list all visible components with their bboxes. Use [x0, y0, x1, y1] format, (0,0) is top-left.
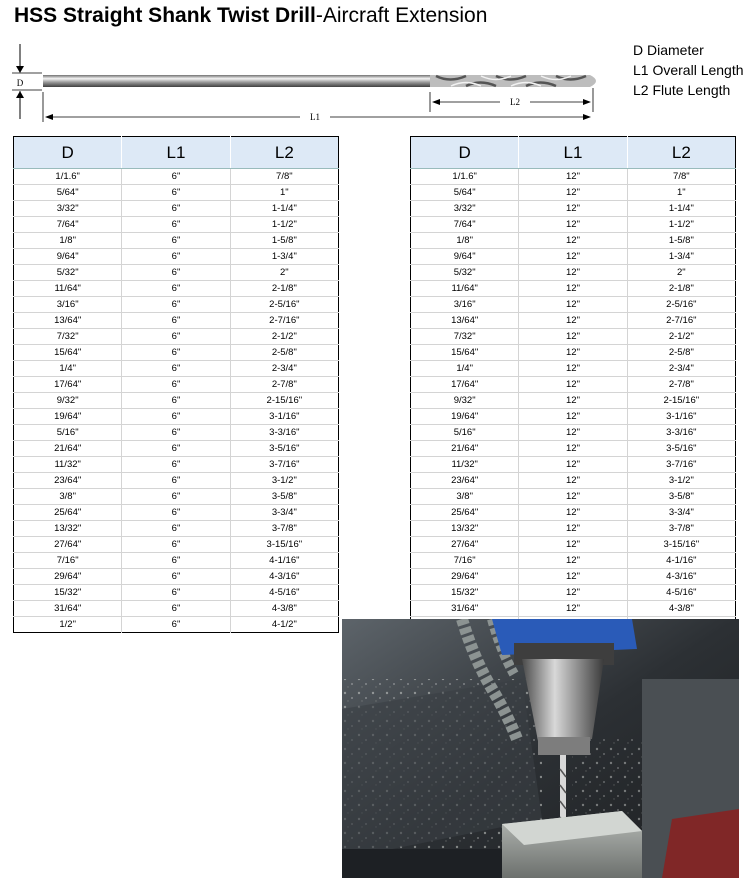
cell-flute-length: 2-3/4" [627, 361, 735, 377]
table-row [14, 537, 339, 553]
title-rest: -Aircraft Extension [315, 4, 488, 27]
table-row [411, 409, 736, 425]
table-row [14, 345, 339, 361]
cell-overall-length: 12" [519, 553, 627, 569]
table-row [14, 617, 339, 633]
table-row [411, 393, 736, 409]
cell-overall-length: 6" [122, 217, 230, 233]
table-row [411, 601, 736, 617]
cell-diameter: 13/32" [14, 521, 122, 537]
cell-flute-length: 1-1/4" [627, 201, 735, 217]
table-row [411, 169, 736, 185]
cell-diameter: 25/64" [14, 505, 122, 521]
cell-diameter: 9/64" [14, 249, 122, 265]
cell-diameter: 5/16" [14, 425, 122, 441]
table-row [14, 249, 339, 265]
cell-flute-length: 3-5/16" [230, 441, 338, 457]
cell-flute-length: 1-1/2" [627, 217, 735, 233]
cell-flute-length: 2-5/16" [230, 297, 338, 313]
cell-diameter: 7/64" [14, 217, 122, 233]
cell-diameter: 9/64" [411, 249, 519, 265]
cell-overall-length: 6" [122, 361, 230, 377]
legend-flute-length: L2 Flute Length [633, 82, 731, 98]
cell-overall-length: 12" [519, 185, 627, 201]
cell-flute-length: 3-7/8" [230, 521, 338, 537]
cell-overall-length: 12" [519, 313, 627, 329]
cell-diameter: 11/32" [14, 457, 122, 473]
cell-overall-length: 6" [122, 489, 230, 505]
d-label: D [16, 78, 24, 88]
cell-diameter: 3/16" [411, 297, 519, 313]
cell-flute-length: 7/8" [627, 169, 735, 185]
cell-diameter: 11/64" [14, 281, 122, 297]
table-row [411, 489, 736, 505]
cell-flute-length: 2-15/16" [627, 393, 735, 409]
drilling-machine-photo [342, 619, 739, 878]
cell-diameter: 29/64" [14, 569, 122, 585]
table-header-row [411, 137, 736, 169]
table-row [14, 265, 339, 281]
cell-flute-length: 3-7/16" [627, 457, 735, 473]
cell-diameter: 3/8" [411, 489, 519, 505]
table-row [411, 521, 736, 537]
cell-flute-length: 3-7/8" [627, 521, 735, 537]
table-row [411, 377, 736, 393]
table-row [14, 313, 339, 329]
cell-diameter: 1/2" [14, 617, 122, 633]
table-row [14, 553, 339, 569]
spec-table-12in [410, 136, 736, 633]
cell-overall-length: 6" [122, 441, 230, 457]
cell-flute-length: 3-5/16" [627, 441, 735, 457]
dimension-legend [633, 40, 744, 100]
table-header-row [14, 137, 339, 169]
cell-flute-length: 1-5/8" [230, 233, 338, 249]
cell-overall-length: 6" [122, 185, 230, 201]
cell-overall-length: 6" [122, 585, 230, 601]
cell-flute-length: 3-1/16" [627, 409, 735, 425]
table-row [14, 329, 339, 345]
table-row [14, 393, 339, 409]
cell-overall-length: 12" [519, 169, 627, 185]
table-row [14, 169, 339, 185]
cell-overall-length: 12" [519, 569, 627, 585]
legend-overall-length: L1 Overall Length [633, 62, 744, 78]
table-row [411, 201, 736, 217]
cell-diameter: 9/32" [14, 393, 122, 409]
cell-flute-length: 2-1/8" [230, 281, 338, 297]
cell-diameter: 27/64" [411, 537, 519, 553]
cell-diameter: 3/8" [14, 489, 122, 505]
cell-diameter: 23/64" [14, 473, 122, 489]
table-row [411, 361, 736, 377]
cell-diameter: 29/64" [411, 569, 519, 585]
cell-diameter: 19/64" [14, 409, 122, 425]
cell-flute-length: 1-1/2" [230, 217, 338, 233]
table-row [14, 201, 339, 217]
cell-overall-length: 12" [519, 297, 627, 313]
cell-overall-length: 12" [519, 425, 627, 441]
cell-flute-length: 7/8" [230, 169, 338, 185]
table-row [14, 441, 339, 457]
cell-flute-length: 2-1/8" [627, 281, 735, 297]
cell-diameter: 5/16" [411, 425, 519, 441]
cell-flute-length: 3-3/4" [627, 505, 735, 521]
cell-diameter: 15/32" [411, 585, 519, 601]
cell-overall-length: 12" [519, 489, 627, 505]
cell-flute-length: 3-15/16" [230, 537, 338, 553]
cell-diameter: 27/64" [14, 537, 122, 553]
cell-overall-length: 6" [122, 617, 230, 633]
l1-label: L1 [310, 112, 320, 122]
table-row [411, 537, 736, 553]
cell-flute-length: 3-7/16" [230, 457, 338, 473]
header-diameter: D [14, 137, 122, 169]
cell-diameter: 1/8" [411, 233, 519, 249]
table-row [14, 505, 339, 521]
table-row [14, 585, 339, 601]
cell-diameter: 31/64" [14, 601, 122, 617]
cell-flute-length: 3-3/4" [230, 505, 338, 521]
cell-overall-length: 12" [519, 201, 627, 217]
cell-diameter: 3/32" [411, 201, 519, 217]
cell-diameter: 21/64" [411, 441, 519, 457]
cell-flute-length: 2-3/4" [230, 361, 338, 377]
table-row [411, 313, 736, 329]
cell-overall-length: 6" [122, 377, 230, 393]
cell-overall-length: 6" [122, 265, 230, 281]
cell-overall-length: 12" [519, 393, 627, 409]
cell-flute-length: 3-1/2" [230, 473, 338, 489]
cell-overall-length: 12" [519, 329, 627, 345]
cell-overall-length: 12" [519, 233, 627, 249]
cell-overall-length: 6" [122, 345, 230, 361]
cell-flute-length: 2-1/2" [230, 329, 338, 345]
page-title [14, 4, 487, 28]
cell-overall-length: 6" [122, 505, 230, 521]
cell-overall-length: 12" [519, 361, 627, 377]
cell-diameter: 7/16" [14, 553, 122, 569]
cell-diameter: 21/64" [14, 441, 122, 457]
cell-flute-length: 2-7/8" [230, 377, 338, 393]
cell-diameter: 1/1.6" [452, 171, 477, 182]
header-diameter: D [411, 137, 519, 169]
table-row [411, 553, 736, 569]
cell-diameter: 25/64" [411, 505, 519, 521]
cell-overall-length: 12" [519, 409, 627, 425]
table-row [411, 569, 736, 585]
table-row [411, 473, 736, 489]
cell-overall-length: 12" [519, 521, 627, 537]
header-overall-length: L1 [519, 137, 627, 169]
table-row [14, 457, 339, 473]
cell-flute-length: 2-5/8" [627, 345, 735, 361]
cell-overall-length: 6" [122, 297, 230, 313]
table-row [411, 441, 736, 457]
table-row [14, 297, 339, 313]
cell-overall-length: 12" [519, 537, 627, 553]
cell-flute-length: 1-3/4" [627, 249, 735, 265]
drill-bit-icon [43, 75, 596, 87]
cell-diameter: 1/4" [14, 361, 122, 377]
table-row [411, 329, 736, 345]
cell-flute-length: 4-5/16" [230, 585, 338, 601]
cell-overall-length: 6" [122, 313, 230, 329]
cell-flute-length: 3-3/16" [230, 425, 338, 441]
cell-diameter: 17/64" [14, 377, 122, 393]
cell-diameter: 15/32" [14, 585, 122, 601]
cell-overall-length: 6" [122, 457, 230, 473]
cell-overall-length: 12" [519, 457, 627, 473]
table-row [411, 425, 736, 441]
cell-overall-length: 6" [122, 553, 230, 569]
table-row [14, 281, 339, 297]
cell-flute-length: 4-1/16" [627, 553, 735, 569]
cell-diameter: 1/1.6" [55, 171, 80, 182]
cell-flute-length: 4-5/16" [627, 585, 735, 601]
cell-overall-length: 12" [519, 345, 627, 361]
cell-flute-length: 4-3/8" [627, 601, 735, 617]
cell-flute-length: 2-1/2" [627, 329, 735, 345]
cell-overall-length: 6" [122, 329, 230, 345]
cell-flute-length: 3-5/8" [627, 489, 735, 505]
table-row [14, 185, 339, 201]
header-flute-length: L2 [230, 137, 338, 169]
cell-flute-length: 4-1/16" [230, 553, 338, 569]
table-row [411, 217, 736, 233]
table-row [14, 489, 339, 505]
cell-overall-length: 6" [122, 425, 230, 441]
cell-diameter: 11/64" [411, 281, 519, 297]
cell-flute-length: 3-5/8" [230, 489, 338, 505]
cell-overall-length: 6" [122, 169, 230, 185]
cell-diameter: 7/32" [411, 329, 519, 345]
table-row [411, 281, 736, 297]
cell-overall-length: 6" [122, 233, 230, 249]
cell-diameter: 5/64" [411, 185, 519, 201]
cell-flute-length: 2-7/16" [627, 313, 735, 329]
cell-diameter: 31/64" [411, 601, 519, 617]
cell-overall-length: 6" [122, 569, 230, 585]
drill-bit-diagram [0, 36, 620, 126]
cell-overall-length: 6" [122, 201, 230, 217]
cell-overall-length: 12" [519, 249, 627, 265]
cell-overall-length: 12" [519, 441, 627, 457]
table-row [14, 601, 339, 617]
cell-flute-length: 2-5/8" [230, 345, 338, 361]
cell-diameter: 11/32" [411, 457, 519, 473]
table-row [411, 297, 736, 313]
spec-table-6in [13, 136, 339, 633]
cell-diameter: 15/64" [14, 345, 122, 361]
cell-diameter: 17/64" [411, 377, 519, 393]
cell-overall-length: 12" [519, 265, 627, 281]
table-row [14, 521, 339, 537]
cell-diameter: 5/32" [14, 265, 122, 281]
cell-flute-length: 2-7/8" [627, 377, 735, 393]
cell-overall-length: 6" [122, 521, 230, 537]
photo-icon [342, 619, 739, 878]
table-row [14, 409, 339, 425]
table-row [14, 569, 339, 585]
cell-flute-length: 4-3/16" [230, 569, 338, 585]
cell-flute-length: 3-15/16" [627, 537, 735, 553]
cell-flute-length: 1-1/4" [230, 201, 338, 217]
cell-overall-length: 12" [519, 505, 627, 521]
cell-overall-length: 12" [519, 217, 627, 233]
cell-diameter: 7/16" [411, 553, 519, 569]
l2-label: L2 [510, 97, 520, 107]
cell-flute-length: 3-3/16" [627, 425, 735, 441]
cell-flute-length: 2-15/16" [230, 393, 338, 409]
table-row [411, 249, 736, 265]
cell-flute-length: 3-1/16" [230, 409, 338, 425]
cell-diameter: 19/64" [411, 409, 519, 425]
table-row [14, 217, 339, 233]
table-row [411, 185, 736, 201]
cell-flute-length: 3-1/2" [627, 473, 735, 489]
cell-diameter: 9/32" [411, 393, 519, 409]
cell-overall-length: 12" [519, 281, 627, 297]
header-flute-length: L2 [627, 137, 735, 169]
cell-flute-length: 4-1/2" [230, 617, 338, 633]
cell-overall-length: 6" [122, 249, 230, 265]
header-overall-length: L1 [122, 137, 230, 169]
cell-diameter: 3/32" [14, 201, 122, 217]
cell-diameter: 5/32" [411, 265, 519, 281]
cell-diameter: 13/64" [411, 313, 519, 329]
table-row [411, 505, 736, 521]
title-bold: HSS Straight Shank Twist Drill [14, 4, 316, 27]
cell-diameter: 15/64" [411, 345, 519, 361]
cell-diameter: 3/16" [14, 297, 122, 313]
table-row [14, 377, 339, 393]
table-row [411, 585, 736, 601]
cell-overall-length: 6" [122, 281, 230, 297]
table-row [411, 457, 736, 473]
cell-diameter: 5/64" [14, 185, 122, 201]
cell-overall-length: 6" [122, 537, 230, 553]
cell-overall-length: 12" [519, 377, 627, 393]
cell-overall-length: 12" [519, 473, 627, 489]
table-row [411, 345, 736, 361]
cell-diameter: 1/4" [411, 361, 519, 377]
cell-diameter: 23/64" [411, 473, 519, 489]
table-row [14, 473, 339, 489]
table-row [411, 233, 736, 249]
table-row [14, 425, 339, 441]
cell-flute-length: 2" [230, 265, 338, 281]
cell-diameter: 7/64" [411, 217, 519, 233]
cell-flute-length: 4-3/16" [627, 569, 735, 585]
cell-diameter: 7/32" [14, 329, 122, 345]
cell-diameter: 13/32" [411, 521, 519, 537]
cell-overall-length: 6" [122, 601, 230, 617]
cell-overall-length: 6" [122, 409, 230, 425]
table-row [411, 265, 736, 281]
table-row [14, 233, 339, 249]
cell-flute-length: 1" [230, 185, 338, 201]
cell-diameter: 13/64" [14, 313, 122, 329]
cell-overall-length: 12" [519, 601, 627, 617]
cell-overall-length: 12" [519, 585, 627, 601]
cell-flute-length: 2-7/16" [230, 313, 338, 329]
cell-flute-length: 1-3/4" [230, 249, 338, 265]
cell-flute-length: 2-5/16" [627, 297, 735, 313]
cell-diameter: 1/8" [14, 233, 122, 249]
cell-overall-length: 6" [122, 393, 230, 409]
cell-overall-length: 6" [122, 473, 230, 489]
legend-diameter: D Diameter [633, 42, 704, 58]
cell-flute-length: 2" [627, 265, 735, 281]
table-row [14, 361, 339, 377]
cell-flute-length: 1-5/8" [627, 233, 735, 249]
cell-flute-length: 1" [627, 185, 735, 201]
cell-flute-length: 4-3/8" [230, 601, 338, 617]
